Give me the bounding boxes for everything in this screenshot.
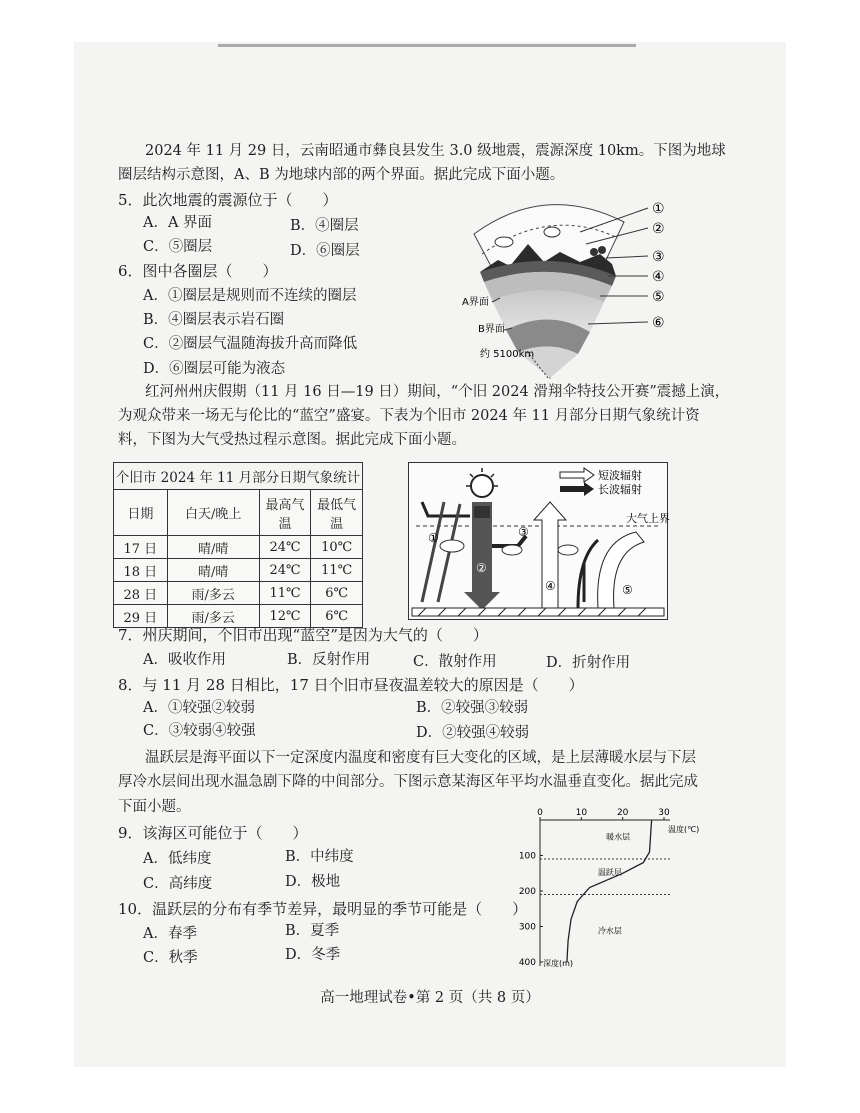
table-cell: 11℃ (311, 559, 363, 582)
q9-option-c: C．高纬度 (143, 876, 213, 892)
atmosphere-heating-diagram (408, 462, 668, 620)
q9-option-b: B．中纬度 (285, 849, 354, 865)
question-7: 7．州庆期间，个旧市出现“蓝空”是因为大气的（ ） (118, 626, 488, 644)
table-row (114, 559, 363, 582)
y-tick-label: 100 (518, 851, 536, 862)
q5-option-d: D．⑥圈层 (290, 243, 360, 259)
table-row (114, 582, 363, 605)
page-footer: 高一地理试卷•第 2 页（共 8 页） (320, 990, 540, 1006)
q10-option-c: C．秋季 (143, 950, 198, 966)
intro3-line2: 厚冷水层间出现水温急剧下降的中间部分。下图示意某海区年平均水温垂直变化。据此完成 (118, 774, 698, 790)
layer-label-3: ③ (652, 249, 665, 265)
x-tick-label: 0 (537, 808, 543, 818)
q6-option-a: A．①圈层是规则而不连续的圈层 (143, 288, 357, 304)
table-cell: 6℃ (311, 605, 363, 628)
weather-table-caption: 个旧市 2024 年 11 月部分日期气象统计 (113, 462, 363, 489)
layer-label-4: ④ (652, 269, 665, 285)
table-header: 最低气温 (311, 490, 363, 536)
table-cell: 24℃ (259, 559, 311, 582)
process-label-1: ① (428, 531, 439, 545)
legend-long-wave: 长波辐射 (598, 483, 642, 496)
q8-option-d: D．②较强④较弱 (416, 725, 530, 741)
depth-label: 约 5100km (480, 349, 535, 360)
table-header: 日期 (114, 490, 168, 536)
atmosphere-upper-label: 大气上界 (626, 512, 670, 525)
q6-option-c: C．②圈层气温随海拔升高而降低 (143, 336, 358, 352)
layer-label-6: ⑥ (652, 315, 665, 331)
process-label-4: ④ (545, 579, 556, 593)
question-8: 8．与 11 月 28 日相比，17 日个旧市昼夜温差较大的原因是（ ） (118, 676, 584, 694)
table-cell: 10℃ (311, 536, 363, 559)
water-temperature-chart (512, 806, 700, 974)
y-tick-label: 200 (518, 887, 536, 897)
process-label-5: ⑤ (622, 583, 633, 597)
a-interface-label: A界面 (462, 297, 489, 308)
q10-option-b: B．夏季 (285, 923, 340, 939)
intro1-line2: 圈层结构示意图，A、B 为地球内部的两个界面。据此完成下面小题。 (118, 167, 565, 183)
q7-option-a: A．吸收作用 (143, 652, 226, 668)
q7-option-c: C．散射作用 (413, 654, 497, 670)
scan-edge-line (218, 44, 636, 47)
q5-option-c: C．⑤圈层 (143, 239, 213, 255)
q6-option-b: B．④圈层表示岩石圈 (143, 312, 285, 328)
b-interface-label: B界面 (478, 324, 505, 335)
layer-label-2: ② (652, 221, 665, 237)
layer-label: 暖水层 (606, 832, 631, 842)
q10-option-a: A．春季 (143, 926, 197, 942)
q6-option-d: D．⑥圈层可能为液态 (143, 361, 286, 377)
table-cell: 6℃ (311, 582, 363, 605)
layer-label: 冷水层 (597, 926, 622, 936)
table-cell: 12℃ (259, 605, 311, 628)
table-cell: 雨/多云 (167, 582, 259, 605)
layer-label-5: ⑤ (652, 289, 665, 305)
table-cell: 28 日 (114, 582, 168, 605)
q7-option-b: B．反射作用 (287, 652, 371, 668)
layer-label-1: ① (652, 201, 665, 217)
q10-option-d: D．冬季 (285, 947, 341, 963)
earth-sphere-diagram (440, 192, 680, 384)
question-9: 9．该海区可能位于（ ） (118, 824, 308, 842)
y-axis-label: 深度(m) (543, 959, 574, 968)
question-10: 10．温跃层的分布有季节差异，最明显的季节可能是（ ） (118, 900, 528, 918)
intro1-line1: 2024 年 11 月 29 日，云南昭通市彝良县发生 3.0 级地震，震源深度 10km。下图为地球 (145, 143, 726, 159)
table-cell: 11℃ (259, 582, 311, 605)
table-cell: 晴/晴 (167, 559, 259, 582)
y-tick-label: 300 (518, 922, 536, 933)
q9-option-a: A．低纬度 (143, 851, 212, 867)
intro2-line1: 红河州州庆假期（11 月 16 日—19 日）期间，“个旧 2024 滑翔伞特技公开赛”震撼上演， (145, 384, 730, 400)
weather-table (113, 462, 363, 628)
q8-option-a: A．①较强②较弱 (143, 700, 255, 716)
q8-option-c: C．③较弱④较强 (143, 723, 256, 739)
x-tick-label: 30 (658, 808, 670, 818)
intro3-line1: 温跃层是海平面以下一定深度内温度和密度有巨大变化的区域，是上层薄暖水层与下层 (145, 750, 696, 766)
intro2-line3: 料，下图为大气受热过程示意图。据此完成下面小题。 (118, 432, 466, 448)
x-tick-label: 10 (575, 808, 588, 818)
q5-option-a: A．A 界面 (143, 215, 213, 231)
table-cell: 晴/晴 (167, 536, 259, 559)
intro2-line2: 为观众带来一场无与伦比的“蓝空”盛宴。下表为个旧市 2024 年 11 月部分日期气象统计资 (118, 408, 700, 424)
table-cell: 17 日 (114, 536, 168, 559)
table-cell: 29 日 (114, 605, 168, 628)
intro3-line3: 下面小题。 (118, 799, 191, 815)
q5-option-b: B．④圈层 (290, 218, 359, 234)
q7-option-d: D．折射作用 (546, 655, 631, 671)
q8-option-b: B．②较强③较弱 (416, 700, 529, 716)
table-header: 白天/晚上 (167, 490, 259, 536)
layer-label: 温跃层 (597, 868, 622, 878)
process-label-2: ② (476, 561, 487, 575)
q9-option-d: D．极地 (285, 874, 341, 890)
question-6: 6．图中各圈层（ ） (118, 262, 278, 280)
table-cell: 18 日 (114, 559, 168, 582)
process-label-3: ③ (518, 525, 529, 539)
table-row (114, 536, 363, 559)
table-header: 最高气温 (259, 490, 311, 536)
x-tick-label: 20 (616, 808, 629, 818)
legend-short-wave: 短波辐射 (598, 469, 642, 482)
question-5: 5．此次地震的震源位于（ ） (118, 191, 338, 209)
table-cell: 雨/多云 (167, 605, 259, 628)
x-axis-label: 温度(℃) (668, 825, 700, 834)
table-cell: 24℃ (259, 536, 311, 559)
y-tick-label: 400 (518, 958, 536, 968)
